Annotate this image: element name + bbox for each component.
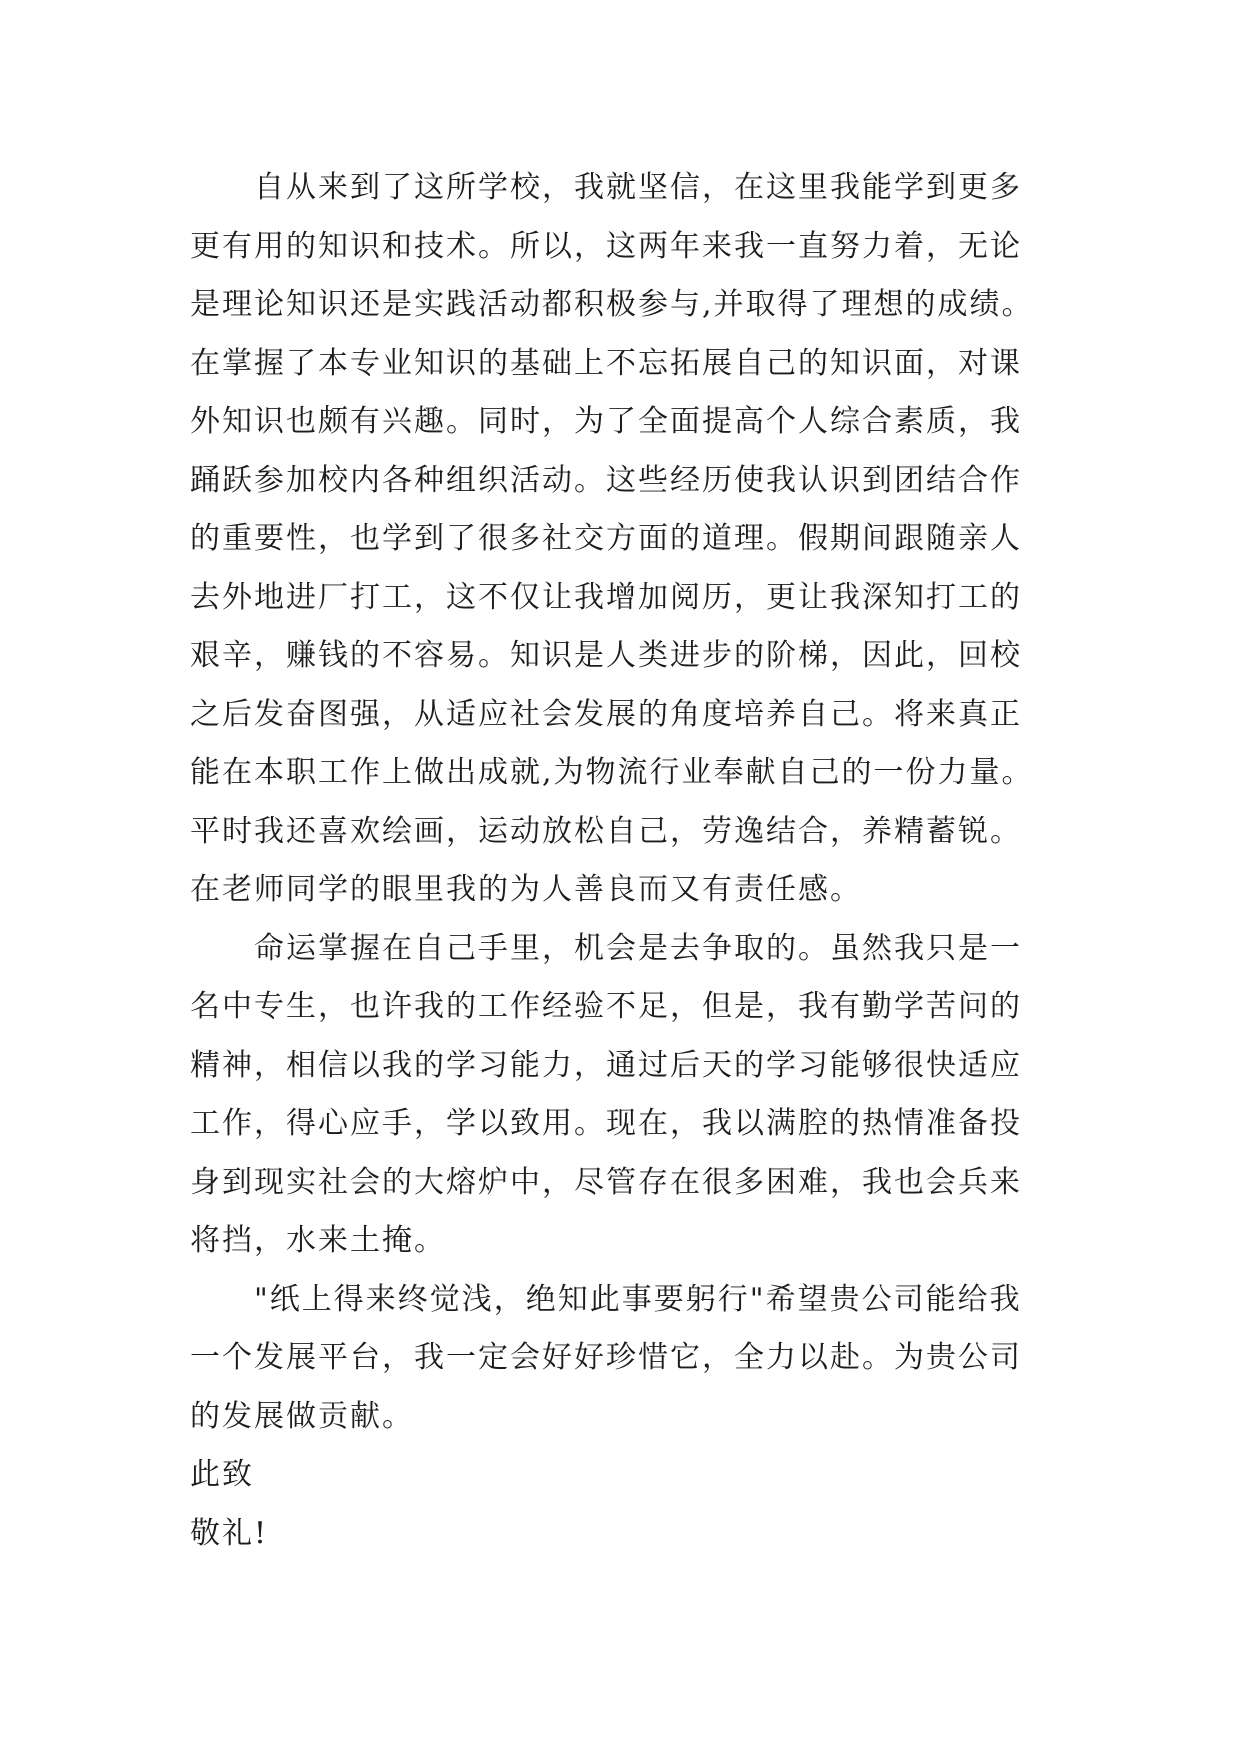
closing-salutation: 此致 — [190, 1457, 254, 1492]
letter-body — [190, 159, 1070, 1563]
text-line: 在掌握了本专业知识的基础上不忘拓展自己的知识面，对课 — [190, 345, 1022, 381]
text-line: 精神，相信以我的学习能力，通过后天的学习能够很快适应 — [190, 1047, 1022, 1083]
closing-regards: 敬礼! — [190, 1515, 269, 1551]
text-line: 是理论知识还是实践活动都积极参与,并取得了理想的成绩。 — [190, 287, 1034, 322]
paragraph-3 — [190, 1271, 1070, 1447]
text-line: 的发展做贡献。 — [190, 1398, 414, 1434]
text-line: 之后发奋图强，从适应社会发展的角度培养自己。将来真正 — [190, 696, 1022, 732]
text-line: 的重要性，也学到了很多社交方面的道理。假期间跟随亲人 — [190, 521, 1022, 556]
text-line: 自从来到了这所学校，我就坚信，在这里我能学到更多 — [254, 170, 1022, 205]
letter-closing — [190, 1446, 1070, 1563]
text-line: 身到现实社会的大熔炉中，尽管存在很多困难，我也会兵来 — [190, 1164, 1022, 1200]
paragraph-1 — [190, 159, 1070, 920]
text-line: 外知识也颇有兴趣。同时，为了全面提高个人综合素质，我 — [190, 404, 1022, 439]
text-line: 一个发展平台，我一定会好好珍惜它，全力以赴。为贵公司 — [190, 1340, 1022, 1375]
text-line: 在老师同学的眼里我的为人善良而又有责任感。 — [190, 872, 862, 907]
text-line: 更有用的知识和技术。所以，这两年来我一直努力着，无论 — [190, 228, 1022, 264]
text-line: 踊跃参加校内各种组织活动。这些经历使我认识到团结合作 — [190, 462, 1022, 498]
text-line: 能在本职工作上做出成就,为物流行业奉献自己的一份力量。 — [190, 755, 1034, 790]
text-line: 命运掌握在自己手里，机会是去争取的。虽然我只是一 — [254, 930, 1022, 966]
text-line: 艰辛，赚钱的不容易。知识是人类进步的阶梯，因此，回校 — [190, 638, 1022, 673]
text-line: "纸上得来终觉浅，绝知此事要躬行"希望贵公司能给我 — [254, 1281, 1022, 1317]
text-line: 工作，得心应手，学以致用。现在，我以满腔的热情准备投 — [190, 1106, 1022, 1141]
text-line: 将挡，水来土掩。 — [190, 1223, 446, 1258]
text-line: 平时我还喜欢绘画，运动放松自己，劳逸结合，养精蓄锐。 — [190, 813, 1022, 849]
paragraph-2 — [190, 920, 1070, 1271]
text-line: 去外地进厂打工，这不仅让我增加阅历，更让我深知打工的 — [190, 579, 1022, 615]
text-line: 名中专生，也许我的工作经验不足，但是，我有勤学苦问的 — [190, 989, 1022, 1024]
